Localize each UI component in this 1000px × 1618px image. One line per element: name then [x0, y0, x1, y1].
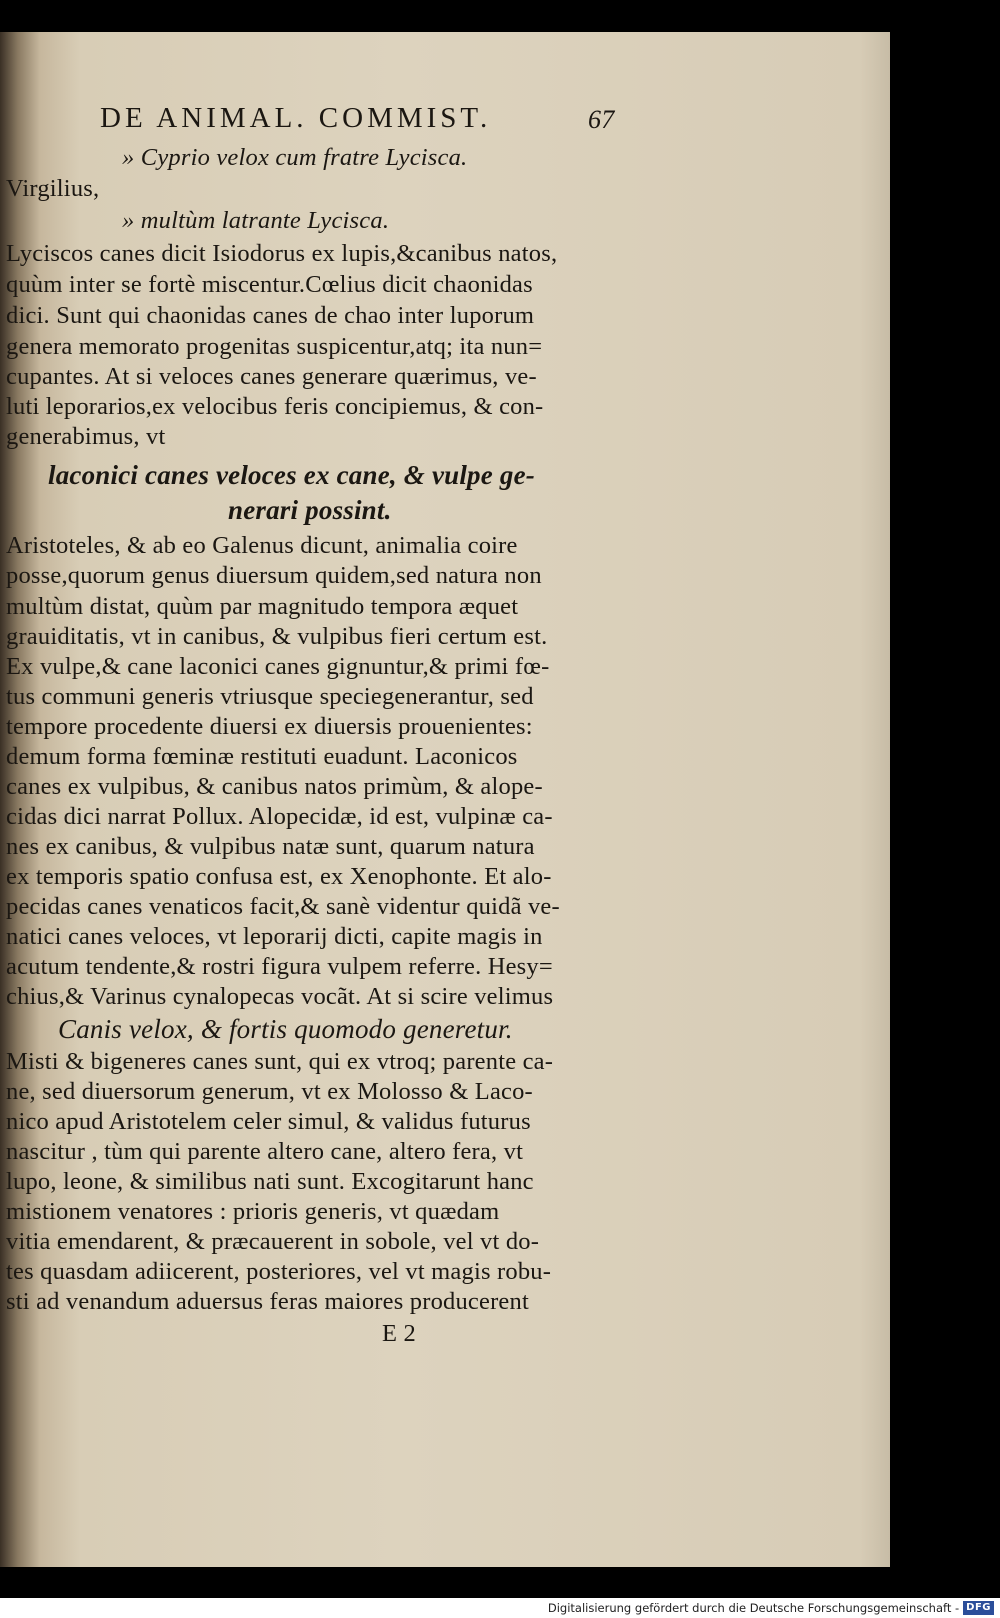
text-line-20: demum forma fœminæ restituti euadunt. Laconicos: [6, 743, 518, 770]
text-line-15: multùm distat, quùm par magnitudo tempora æquet: [6, 593, 519, 620]
text-line-22: cidas dici narrat Pollux. Alopecidæ, id est, vulpinæ ca-: [6, 803, 553, 830]
text-line-2: Virgilius,: [6, 175, 100, 202]
text-line-10: generabimus, vt: [6, 423, 166, 450]
text-line-17: Ex vulpe,& cane laconici canes gignuntur,& primi fœ-: [6, 653, 550, 680]
text-line-7: genera memorato progenitas suspicentur,atq; ita nun=: [6, 333, 543, 360]
text-line-32: nico apud Aristotelem celer simul, & validus futurus: [6, 1108, 531, 1135]
page-number: 67: [588, 105, 615, 134]
text-line-16: grauiditatis, vt in canibus, & vulpibus fieri certum est.: [6, 623, 548, 650]
text-line-13: Aristoteles, & ab eo Galenus dicunt, animalia coire: [6, 532, 518, 559]
book-page: [0, 32, 890, 1567]
text-line-31: ne, sed diuersorum generum, vt ex Molosso & Laco-: [6, 1078, 533, 1105]
text-line-28: chius,& Varinus cynalopecas vocãt. At si scire velimus: [6, 983, 554, 1010]
text-line-26: natici canes veloces, vt leporarij dicti, capite magis in: [6, 923, 543, 950]
text-line-25: pecidas canes venaticos facit,& sanè videntur quidã ve-: [6, 893, 560, 920]
text-line-35: mistionem venatores : prioris generis, vt quædam: [6, 1198, 500, 1225]
text-line-34: lupo, leone, & similibus nati sunt. Excogitarunt hanc: [6, 1168, 534, 1195]
text-line-8: cupantes. At si veloces canes generare quærimus, ve-: [6, 363, 537, 390]
section-heading-1a: laconici canes veloces ex cane, & vulpe ge-: [48, 460, 535, 490]
text-line-24: ex temporis spatio confusa est, ex Xenophonte. Et alo-: [6, 863, 552, 890]
text-line-14: posse,quorum genus diuersum quidem,sed natura non: [6, 562, 542, 589]
text-line-38: sti ad venandum aduersus feras maiores producerent: [6, 1288, 529, 1315]
signature-mark: E 2: [382, 1320, 416, 1347]
running-head: DE ANIMAL. COMMIST.: [100, 102, 492, 134]
digitization-footer: [0, 1598, 1000, 1618]
text-line-19: tempore procedente diuersi ex diuersis prouenientes:: [6, 713, 533, 740]
footer-credit: Digitalisierung gefördert durch die Deutsche Forschungsgemeinschaft -: [547, 1601, 960, 1615]
text-line-5: quùm inter se fortè miscentur.Cœlius dicit chaonidas: [6, 271, 533, 298]
dfg-logo-icon: DFG: [963, 1601, 994, 1615]
text-line-37: tes quasdam adiicerent, posteriores, vel vt magis robu-: [6, 1258, 552, 1285]
text-line-4: Lyciscos canes dicit Isiodorus ex lupis,&canibus natos,: [6, 240, 558, 267]
text-line-36: vitia emendarent, & præcauerent in sobole, vel vt do-: [6, 1228, 540, 1255]
text-line-30: Misti & bigeneres canes sunt, qui ex vtroq; parente ca-: [6, 1048, 554, 1075]
quote-line-1: » Cyprio velox cum fratre Lycisca.: [122, 144, 468, 171]
quote-line-3: » multùm latrante Lycisca.: [122, 207, 390, 234]
text-line-9: luti leporarios,ex velocibus feris concipiemus, & con-: [6, 393, 544, 420]
text-line-21: canes ex vulpibus, & canibus natos primùm, & alope-: [6, 773, 543, 800]
section-heading-2: Canis velox, & fortis quomodo generetur.: [58, 1014, 513, 1044]
text-line-6: dici. Sunt qui chaonidas canes de chao inter luporum: [6, 302, 535, 329]
text-line-33: nascitur , tùm qui parente altero cane, altero fera, vt: [6, 1138, 524, 1165]
text-line-23: nes ex canibus, & vulpibus natæ sunt, quarum natura: [6, 833, 535, 860]
section-heading-1b: nerari possint.: [228, 495, 392, 525]
text-line-27: acutum tendente,& rostri figura vulpem referre. Hesy=: [6, 953, 553, 980]
text-line-18: tus communi generis vtriusque speciegenerantur, sed: [6, 683, 534, 710]
